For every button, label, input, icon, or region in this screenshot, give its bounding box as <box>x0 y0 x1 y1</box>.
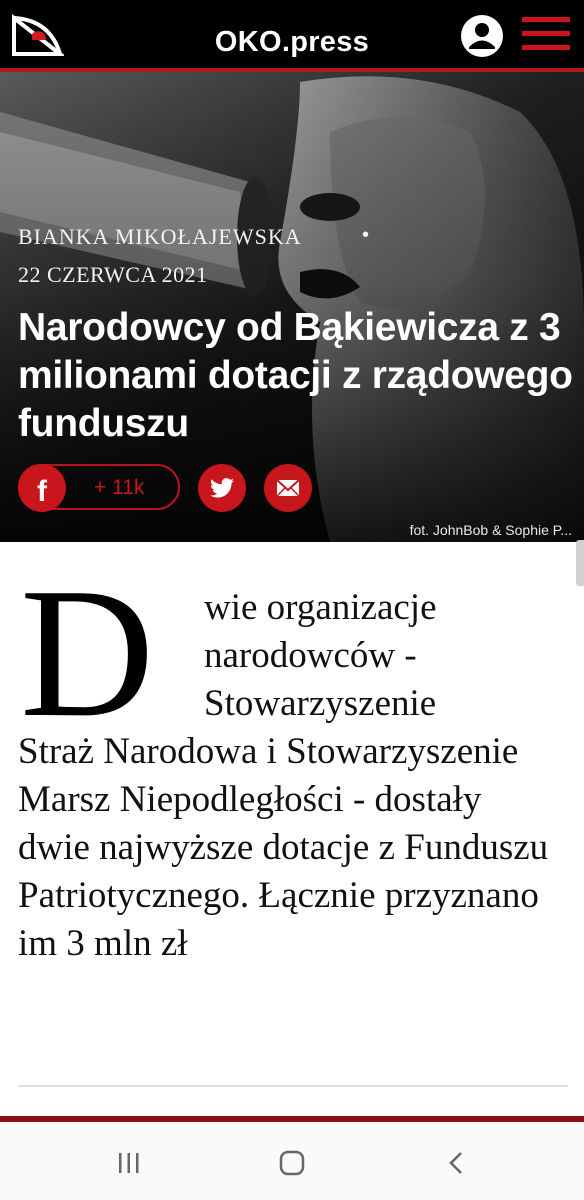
twitter-share-button[interactable] <box>198 464 246 512</box>
facebook-share-button[interactable] <box>18 464 180 510</box>
android-navigation-bar <box>0 1122 584 1200</box>
top-bar <box>0 0 584 68</box>
email-icon <box>264 464 312 512</box>
facebook-share-count: + 11k <box>94 476 145 499</box>
photo-credit: fot. JohnBob & Sophie P... <box>409 522 572 538</box>
lead-rest: Straż Narodowa i Stowarzyszenie Marsz Niepodległości - dostały dwie najwyższe dotacje z Funduszu Patriotycznego. Łącznie przyznano im 3 mln zł <box>18 731 549 964</box>
recent-apps-icon[interactable] <box>116 1152 142 1174</box>
article-date: 22 CZERWCA 2021 <box>18 262 208 287</box>
article-hero <box>0 72 584 542</box>
email-share-button[interactable] <box>264 464 312 512</box>
facebook-icon: f <box>18 464 66 512</box>
twitter-icon <box>198 464 246 512</box>
site-title[interactable]: OKO.press <box>214 26 370 58</box>
lead-first-lines: wie organizacje narodowców - Stowarzyszenie <box>204 587 437 724</box>
article-author[interactable]: BIANKA MIKOŁAJEWSKA <box>18 224 302 249</box>
back-icon[interactable] <box>446 1150 466 1176</box>
hamburger-menu-icon[interactable] <box>520 14 572 54</box>
article-lead <box>18 584 558 968</box>
scrollbar-handle[interactable] <box>576 540 584 586</box>
section-divider <box>18 1085 568 1087</box>
article-title: Narodowcy od Bąkiewicza z 3 milionami dotacji z rządowego funduszu <box>18 306 573 445</box>
home-icon[interactable] <box>279 1150 305 1176</box>
meta-separator: • <box>362 224 370 246</box>
lead-dropcap: D <box>20 550 155 756</box>
user-account-icon[interactable] <box>460 14 504 58</box>
